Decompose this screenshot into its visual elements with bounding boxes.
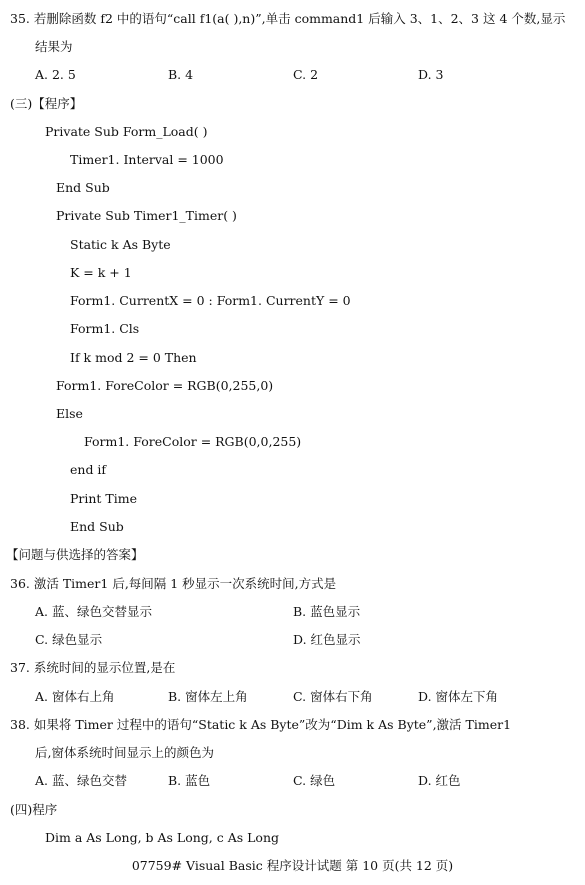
- q38-option-a: A. 蓝、绿色交替: [35, 773, 127, 788]
- code-line: Else: [56, 406, 83, 421]
- q35-option-c: C. 2: [293, 67, 319, 82]
- q35-stem-line1: 35. 若删除函数 f2 中的语句“call f1(a( ),n)”,单击 command1 后输入 3、1、2、3 这 4 个数,显示: [10, 11, 566, 26]
- code-line: Form1. CurrentX = 0 : Form1. CurrentY = 0: [70, 293, 351, 308]
- code-line: Private Sub Form_Load( ): [45, 124, 208, 139]
- q36-option-d: D. 红色显示: [293, 632, 361, 647]
- code-line: Private Sub Timer1_Timer( ): [56, 208, 237, 223]
- section4-title: (四)程序: [10, 802, 58, 817]
- q36-stem: 36. 激活 Timer1 后,每间隔 1 秒显示一次系统时间,方式是: [10, 576, 337, 591]
- code-line: End Sub: [56, 180, 110, 195]
- page-footer: 07759# Visual Basic 程序设计试题 第 10 页(共 12 页): [131, 858, 454, 873]
- q37-stem: 37. 系统时间的显示位置,是在: [10, 660, 176, 675]
- answers-title: 【问题与供选择的答案】: [6, 547, 144, 562]
- code-line: Print Time: [70, 491, 138, 506]
- q38-option-c: C. 绿色: [293, 773, 336, 788]
- code-line: Form1. ForeColor = RGB(0,0,255): [84, 434, 302, 449]
- q36-option-c: C. 绿色显示: [35, 632, 103, 647]
- q38-option-b: B. 蓝色: [168, 773, 211, 788]
- code-line: End Sub: [70, 519, 124, 534]
- q35-option-a: A. 2. 5: [35, 67, 76, 82]
- code-line: Form1. Cls: [70, 321, 140, 336]
- q37-option-a: A. 窗体右上角: [35, 689, 115, 704]
- q37-option-b: B. 窗体左上角: [168, 689, 248, 704]
- q36-option-b: B. 蓝色显示: [293, 604, 361, 619]
- q35-option-b: B. 4: [168, 67, 194, 82]
- q38-stem-line2: 后,窗体系统时间显示上的颜色为: [35, 745, 214, 760]
- code-line: K = k + 1: [70, 265, 132, 280]
- q35-stem-line2: 结果为: [35, 39, 73, 54]
- code-line: Timer1. Interval = 1000: [70, 152, 224, 167]
- section3-title: (三)【程序】: [10, 96, 83, 111]
- code-line: Dim a As Long, b As Long, c As Long: [45, 830, 279, 845]
- q38-stem-line1: 38. 如果将 Timer 过程中的语句“Static k As Byte”改为“Dim k As Byte”,激活 Timer1: [10, 717, 512, 732]
- q37-option-c: C. 窗体右下角: [293, 689, 373, 704]
- code-line: If k mod 2 = 0 Then: [70, 350, 197, 365]
- code-line: end if: [70, 462, 107, 477]
- q36-option-a: A. 蓝、绿色交替显示: [35, 604, 152, 619]
- code-line: Static k As Byte: [70, 237, 171, 252]
- q35-option-d: D. 3: [418, 67, 444, 82]
- q38-option-d: D. 红色: [418, 773, 461, 788]
- q37-option-d: D. 窗体左下角: [418, 689, 499, 704]
- code-line: Form1. ForeColor = RGB(0,255,0): [56, 378, 274, 393]
